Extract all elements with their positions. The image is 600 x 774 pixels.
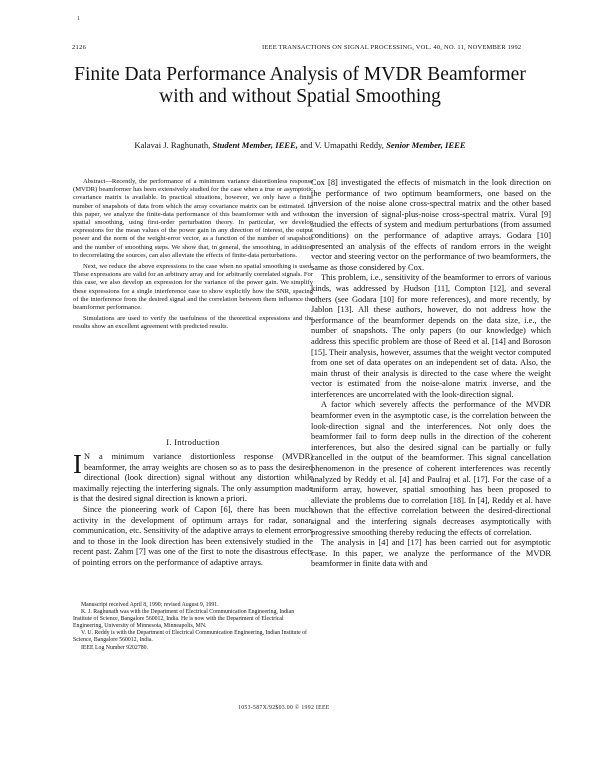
abstract	[73, 178, 313, 332]
author-2-role: Senior Member, IEEE	[386, 140, 466, 150]
introduction-body	[73, 449, 313, 569]
footnote-line: Manuscript received April 8, 1990; revised August 9, 1991.	[81, 602, 219, 608]
author-2: and V. Umapathi Reddy,	[300, 140, 384, 150]
intro-paragraph-2: Since the pioneering work of Capon [6], there has been much activity in the development of optimum arrays for radar, sonar, communication, etc. Sensitivity of the adaptive arrays to element errors and to those in the look direction has been extensively studied in the recent past. Zahm [7] was one of the first to note the disastrous effects of pointing errors on the performance of adaptive arrays.	[73, 504, 313, 567]
footnote-line: V. U. Reddy is with the Department of Electrical Communication Engineering, Indian Institute of Science, Bangalore 560012, India.	[73, 630, 307, 644]
author-1-role: Student Member, IEEE,	[212, 140, 298, 150]
right-column-body	[311, 178, 551, 570]
author-line	[60, 140, 540, 150]
footnote	[73, 602, 313, 652]
footnote-line: IEEE Log Number 9202780.	[81, 644, 148, 651]
body-paragraph: This problem, i.e., sensitivity of the beamformer to errors of various kinds, was addressed by Hudson [11], Compton [12], and several others (see Godara [10] for more references), and more recently, by Jablon [13]. All these authors, however, do not address how the performance of the beamformer depends on the data size, i.e., the number of snapshots. The only papers (to our knowledge) which address this specific problem are those of Reed et al. [14] and Boroson [15]. Their analysis, however, assumes that the weight vector computed from one set of data operates on an independent set of data. Also, the main thrust of their analysis is directed to the case where the weight vector is estimated from the noise-alone matrix inverse, and the interferences are uncorrelated with the look-direction signal.	[311, 273, 551, 399]
author-1: Kalavai J. Raghunath,	[134, 140, 211, 150]
running-header: IEEE TRANSACTIONS ON SIGNAL PROCESSING, VOL. 40, NO. 11, NOVEMBER 1992	[262, 44, 522, 51]
abstract-paragraph: Simulations are used to verify the usefulness of the theoretical expressions and the results show an excellent agreement with predicted results.	[73, 315, 313, 331]
body-paragraph: Cox [8] investigated the effects of mismatch in the look direction on the performance of two optimum beamformers, one based on the inversion of the noise alone cross-spectral matrix and the other based on the inversion of signal-plus-noise cross-spectral matrix. Vural [9] studied the effects of system and medium perturbations (from assumed conditions) on the performance of adaptive arrays. Godara [10] presented an analysis of the effects of random errors in the weight vector and steering vector on the performance of two beamformers, the same as those considered by Cox.	[311, 178, 551, 272]
page-number: 2126	[72, 44, 87, 51]
intro-paragraph-1	[73, 449, 313, 505]
drop-cap: I	[73, 449, 82, 479]
abstract-paragraph: Abstract—Recently, the performance of a minimum variance distortionless response (MVDR) beamformer has been extensively studied for the case when a true or asymptotic covariance matrix is available. In practical situations, however, we only have a finite number of snapshots of data from which the array covariance matrix can be estimated. In this paper, we analyze the finite-data performance of this beamformer with and without spatial smoothing, using first-order perturbation theory. In particular, we develop expressions for the mean values of the power gain in any direction of interest, the output power and the norm of the weight-error vector, as a function of the number of snapshots and the number of smoothing steps. We show that, in general, the smoothing, in addition to decorrelating the sources, can also alleviate the effects of finite-data perturbations.	[73, 178, 313, 259]
margin-mark: 1	[77, 16, 80, 22]
abstract-paragraph: Next, we reduce the above expressions to the case when no spatial smoothing is used. These expressions are valid for an arbitrary array and for arbitrarily correlated signals. For this case, we also develop an expression for the variance of the power gain. We simplify these expressions for a single interference case to show explicitly how the SNR, spacing of the interference from the desired signal and the correlation between them influence the beamformer performance.	[73, 263, 313, 312]
section-heading: I. Introduction	[166, 437, 220, 447]
copyright-footer: 1053-587X/92$03.00 © 1992 IEEE	[238, 705, 330, 711]
paper-title: Finite Data Performance Analysis of MVDR Beamformer with and without Spatial Smoothing	[74, 64, 526, 107]
body-paragraph: A factor which severely affects the performance of the MVDR beamformer even in the asymptotic case, is the correlation between the look-direction signal and the interferences. Not only does the beamformer fail to form deep nulls in the direction of the coherent interferences, but also the desired signal can be partially or fully cancelled in the output of the beamformer. This signal cancellation phenomenon in the presence of coherent interferences was recently analyzed by Reddy et al. [4] and Paulraj et al. [17]. For the case of a uniform array, however, spatial smoothing has been proposed to alleviate the problems due to correlation [18]. In [4], Reddy et al. have shown that the effective correlation between the desired-directional signal and the interfering signals decreases asymptotically with progressive smoothing thereby reducing the effects of correlation.	[311, 400, 551, 537]
footnote-line: K. J. Raghunath was with the Department of Electrical Communication Engineering, Indian Institute of Science, Bangalore 560012, India. He is now with the Department of Electrical Engineering, University of Minnesota, Minneapolis, MN.	[73, 609, 295, 630]
body-paragraph: The analysis in [4] and [17] has been carried out for asymptotic case. In this paper, we analyze the performance of the MVDR beamformer in finite data with and	[311, 538, 551, 569]
intro-text-1: N a minimum variance distortionless response (MVDR) beamformer, the array weights are chosen so as to pass the desired directional (look direction) signal without any distortion while maximally rejecting the interfering signals. The only assumption made is that the desired signal direction is known a priori.	[73, 452, 313, 504]
